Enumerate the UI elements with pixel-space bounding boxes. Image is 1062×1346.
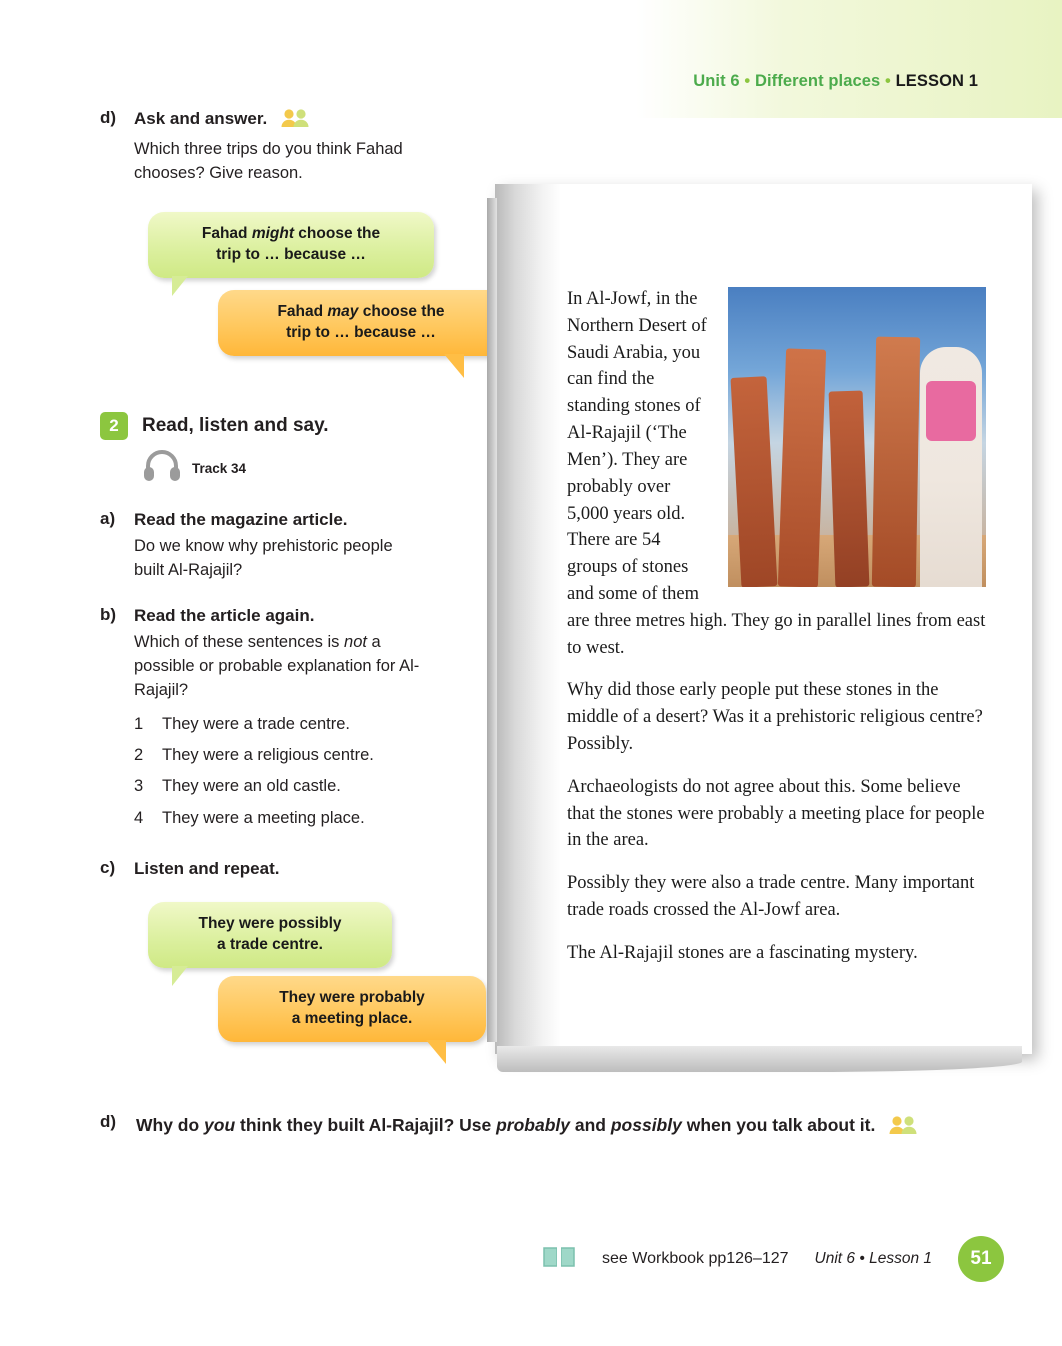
bubble-may-line2: trip to … because … (286, 323, 436, 341)
task-2b (100, 605, 500, 627)
track-label: Track 34 (192, 460, 247, 476)
bubble-might-post: choose the (294, 224, 381, 242)
pair-work-icon (280, 108, 310, 134)
option-number: 3 (134, 777, 144, 796)
photo-stone (778, 348, 826, 587)
bubble-probably-line1: They were probably (279, 989, 425, 1007)
magazine-spread (487, 176, 1032, 1076)
task-d-bottom-em2: probably (496, 1115, 570, 1135)
task-2b-body (134, 631, 439, 703)
footer-lesson: Unit 6 • Lesson 1 (814, 1250, 932, 1267)
task-2b-body-em: not (344, 632, 367, 651)
article-paragraph-5: The Al-Rajajil stones are a fascinating mystery. (567, 942, 918, 963)
option-text: They were a religious centre. (162, 746, 374, 765)
bubble-may-em: may (327, 302, 359, 320)
bubble-probably-line2: a meeting place. (291, 1010, 413, 1028)
task-d-bottom-em3: possibly (610, 1115, 682, 1135)
header-lesson: LESSON 1 (895, 72, 978, 90)
open-book-icon (542, 1245, 576, 1274)
magazine-bottom-edge (497, 1046, 1022, 1072)
list-item (134, 803, 500, 834)
magazine-article (567, 286, 987, 983)
speech-bubble-may (218, 290, 504, 356)
list-item (134, 709, 500, 740)
header-bullet-2: • (885, 72, 891, 90)
task-2c (100, 858, 500, 880)
speech-bubble-possibly (148, 902, 392, 968)
option-number: 1 (134, 714, 144, 733)
page-number: 51 (958, 1236, 1004, 1282)
option-text: They were a trade centre. (162, 714, 351, 733)
task-d-letter: d) (100, 108, 117, 127)
workbook-reference: see Workbook pp126–127 (602, 1250, 789, 1267)
option-text: They were an old castle. (162, 777, 341, 796)
article-paragraph-2: Why did those early people put these stones in the middle of a desert? Was it a prehistoric religious centre? Possibly. (567, 680, 983, 754)
task-d-bottom (100, 1112, 960, 1142)
article-paragraph-1: In Al-Jowf, in the Northern Desert of Saudi Arabia, you can find the standing stones of Al-Rajajil (‘The Men’). They are probably over 5,000 years old. There are 54 groups of stones and some of them are three metres high. They go in parallel lines from east to west. (567, 289, 986, 658)
audio-track (142, 450, 500, 487)
bubble-may-pre: Fahad (277, 302, 328, 320)
task-2b-options (134, 709, 500, 834)
bubble-might-em: might (251, 224, 294, 242)
list-item (134, 771, 500, 802)
header-unit: Unit 6 (693, 72, 740, 90)
list-item (134, 740, 500, 771)
task-2b-title: Read the article again. (134, 605, 315, 625)
task-d-bottom-text (136, 1112, 918, 1142)
bubble-might-line2: trip to … because … (216, 245, 366, 263)
task-d-ask-and-answer (100, 108, 500, 134)
task-d-bottom-mid1: think they built Al-Rajajil? Use (235, 1115, 497, 1135)
header-topic: Different places (754, 72, 881, 90)
activity-2-number: 2 (100, 412, 128, 440)
magazine-gutter (495, 184, 561, 1054)
bubble-might-pre: Fahad (201, 224, 252, 242)
pair-work-icon (888, 1115, 918, 1142)
task-2a-body: Do we know why prehistoric people built Al-Rajajil? (134, 537, 393, 579)
bubble-may-post: choose the (358, 302, 445, 320)
standing-stones-photo (727, 286, 987, 588)
bubble-possibly-line2: a trade centre. (217, 936, 323, 954)
activity-2-title: Read, listen and say. (142, 414, 329, 436)
bubble-possibly-line1: They were possibly (198, 915, 342, 933)
speech-bubble-probably (218, 976, 486, 1042)
article-paragraph-3: Archaeologists do not agree about this. Some believe that the stones were probably a meeting place for people in the area. (567, 776, 985, 851)
task-d-title-text: Ask and answer. (134, 109, 268, 128)
task-2b-body-pre: Which of these sentences is (134, 632, 345, 651)
task-2b-letter: b) (100, 604, 117, 624)
task-d-bottom-pre: Why do (136, 1115, 205, 1135)
task-2b-body-post: a possible or probable explanation for Al-Rajajil? (134, 632, 420, 699)
task-2a-letter: a) (100, 508, 116, 528)
photo-stone (872, 337, 920, 588)
task-2c-title: Listen and repeat. (134, 859, 280, 879)
magazine-edge (487, 198, 497, 1042)
task-d-bottom-mid2: and (570, 1115, 611, 1135)
header-bullet-1: • (744, 72, 751, 90)
task-2a (100, 509, 500, 531)
option-text: They were a meeting place. (162, 808, 365, 827)
left-column (100, 108, 500, 1082)
option-number: 2 (134, 746, 144, 765)
task-d-bottom-letter: d) (100, 1112, 117, 1131)
article-paragraph-4: Possibly they were also a trade centre. Many important trade roads crossed the Al-Jowf area. (567, 873, 975, 921)
page-header (693, 72, 978, 91)
task-d-bottom-em1: you (204, 1115, 236, 1135)
option-number: 4 (134, 808, 144, 827)
page-footer (0, 1236, 1062, 1296)
photo-person (920, 347, 982, 587)
task-d-body: Which three trips do you think Fahad chooses? Give reason. (134, 140, 403, 183)
task-d-bottom-post: when you talk about it. (681, 1115, 876, 1135)
task-2c-letter: c) (100, 858, 116, 878)
task-2a-title: Read the magazine article. (134, 509, 348, 529)
activity-2-heading (100, 412, 500, 440)
task-d-title (134, 108, 310, 134)
speech-bubble-might (148, 212, 434, 278)
headphones-icon (142, 450, 182, 487)
photo-stone (829, 390, 870, 587)
header-band (636, 0, 1062, 118)
